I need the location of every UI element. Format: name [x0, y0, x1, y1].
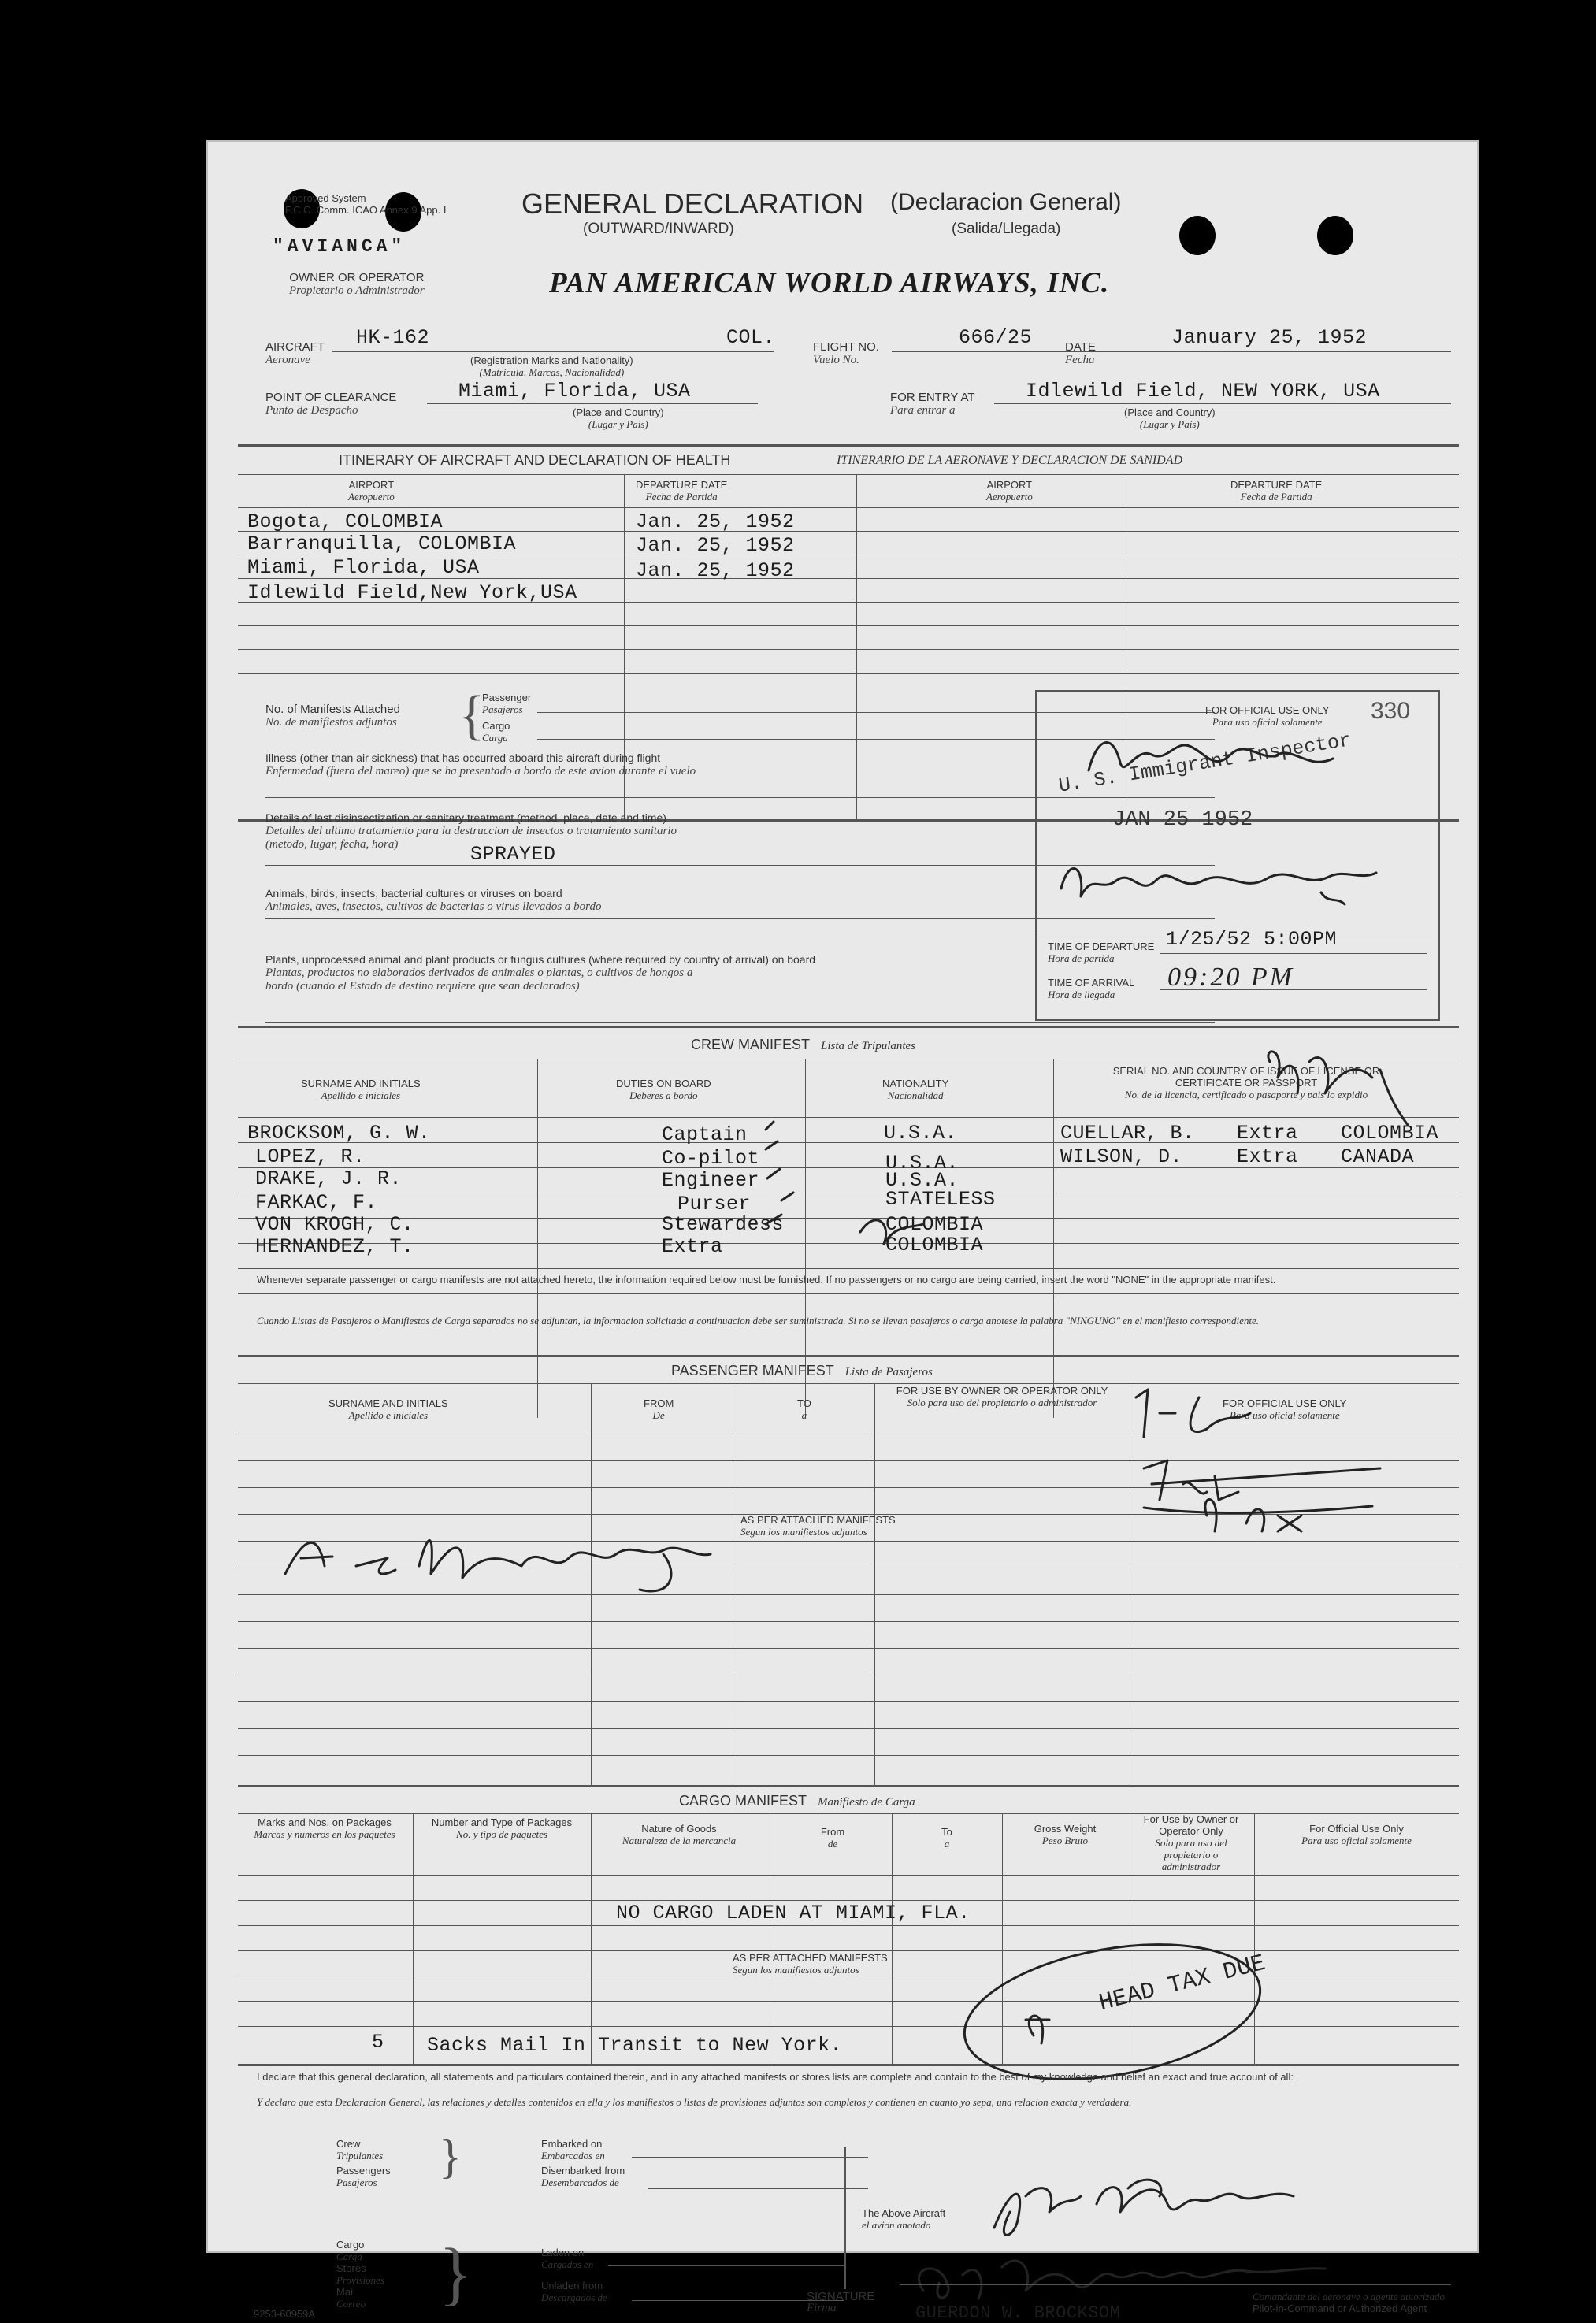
footer-unladen — [541, 2280, 607, 2303]
cargo-col-weight — [1010, 1823, 1120, 1846]
footer-mail — [336, 2286, 366, 2310]
immigration-stamp-date: JAN 25 1952 — [1112, 808, 1253, 832]
owner-label-es: Propietario o Administrador — [289, 284, 425, 297]
itinerary-airport: Barranquilla, COLOMBIA — [247, 533, 517, 555]
footer-mail-en: Mail — [336, 2286, 355, 2298]
footer-aircraft-es: el avion anotado — [862, 2219, 931, 2231]
flight-label-es: Vuelo No. — [813, 354, 859, 366]
crew-heading-en: CREW MANIFEST — [691, 1037, 810, 1052]
entry-point: Idlewild Field, NEW YORK, USA — [1026, 380, 1380, 403]
passenger-heading-en: PASSENGER MANIFEST — [671, 1363, 834, 1379]
manifests-label-es: No. de manifiestos adjuntos — [265, 716, 397, 729]
passenger-signature — [269, 1511, 758, 1605]
crew-col-name-en: SURNAME AND INITIALS — [301, 1078, 421, 1089]
footer-crew-es: Tripulantes — [336, 2150, 384, 2162]
crew-col-duties — [616, 1078, 711, 1101]
date-label-en: DATE — [1065, 340, 1096, 354]
crew-duty: Captain — [662, 1123, 748, 1146]
footer-cargo — [336, 2239, 364, 2262]
arrival-time: 09:20 PM — [1167, 963, 1294, 992]
footer-crew-en: Crew — [336, 2138, 361, 2150]
dep-label-es: Hora de partida — [1048, 952, 1115, 964]
crew-col-duties-en: DUTIES ON BOARD — [616, 1078, 711, 1089]
itinerary-airport: Miami, Florida, USA — [247, 556, 480, 579]
aircraft-label-es: Aeronave — [265, 354, 310, 366]
crew-name: HERNANDEZ, T. — [255, 1235, 414, 1258]
pic-en: Pilot-in-Command or Authorized Agent — [1253, 2303, 1427, 2314]
cargo-col-en: To — [941, 1826, 952, 1838]
cargo-col-en: Number and Type of Packages — [431, 1816, 573, 1828]
head-tax-stamp: HEAD TAX DUE — [1097, 1950, 1268, 2017]
signature-es: Firma — [807, 2302, 837, 2314]
footer-pass-es: Pasajeros — [336, 2176, 377, 2188]
footer-stores — [336, 2262, 384, 2286]
footer-stores-es: Provisiones — [336, 2274, 384, 2286]
animals-en: Animals, birds, insects, bacterial cultures or viruses on board — [265, 887, 562, 900]
declaration-text-es: Y declaro que esta Declaracion General, las relaciones y detalles contenidos en ella y los manifiestos o listas de provisiones adjuntos son completos y contienen en cuanto yo sepa, una relacion exacta y verdadera. — [257, 2096, 1132, 2108]
cargo-col-es: No. y tipo de paquetes — [456, 1828, 547, 1840]
footer-aircraft — [862, 2207, 945, 2231]
pic-es: Comandante del aeronave o agente autorizado — [1253, 2291, 1445, 2303]
cargo-col-en: For Use by Owner or Operator Only — [1143, 1813, 1239, 1837]
crew-col-nationality — [882, 1078, 948, 1101]
registration-note — [470, 354, 633, 378]
aircraft-label — [265, 340, 325, 367]
footer-pass-en: Passengers — [336, 2165, 391, 2176]
crew-nationality: U.S.A. — [885, 1169, 959, 1192]
flight-label — [813, 340, 879, 367]
cargo-col-en: Nature of Goods — [641, 1823, 717, 1835]
footer-emb-en: Embarked on — [541, 2138, 603, 2150]
pax-col-from-en: FROM — [644, 1397, 674, 1409]
itinerary-airport: Idlewild Field,New York,USA — [247, 581, 577, 604]
cargo-col-es: de — [827, 1838, 838, 1850]
cargo-heading-en: CARGO MANIFEST — [679, 1793, 807, 1809]
col-airport-2 — [986, 479, 1033, 503]
plants-en: Plants, unprocessed animal and plant products or fungus cultures (where required by country of arrival) on board — [265, 953, 816, 966]
pax-col-owner-es: Solo para uso del propietario o administrador — [907, 1397, 1097, 1408]
manifests-label-en: No. of Manifests Attached — [265, 703, 400, 716]
approval-line: Approved System — [285, 192, 366, 204]
pax-col-owner-en: FOR USE BY OWNER OR OPERATOR ONLY — [896, 1385, 1108, 1397]
col-departure-2 — [1230, 479, 1322, 503]
crew-heading — [691, 1037, 915, 1053]
entry-label-en: FOR ENTRY AT — [890, 391, 975, 404]
crew-heading-es: Lista de Tripulantes — [821, 1040, 916, 1052]
cargo-col-es: Naturaleza de la mercancia — [622, 1835, 737, 1846]
punch-hole — [1179, 216, 1216, 255]
form-title-es: (Declaracion General) — [890, 189, 1122, 215]
cargo-en: Cargo — [482, 720, 510, 732]
owner-label — [289, 271, 425, 298]
crew-note-es: Cuando Listas de Pasajeros o Manifiestos de Carga separados no se adjuntan, la informacion solicitada a continuacion debe ser suministrada. Si no se llevan pasajeros o carga anotese la palabra "NINGUNO" en el manifiesto correspondiente. — [257, 1315, 1259, 1327]
pic-label — [1253, 2291, 1445, 2314]
footer-cargo-en: Cargo — [336, 2239, 365, 2251]
approval-line: F.C.C. Comm. ICAO Annex 9 App. I — [285, 204, 447, 216]
pax-col-official-en: FOR OFFICIAL USE ONLY — [1223, 1397, 1347, 1409]
date-label — [1065, 340, 1096, 367]
crew-col-serial-en: SERIAL NO. AND COUNTRY OF ISSUE OF LICENSE OR CERTIFICATE OR PASSPORT — [1112, 1065, 1380, 1089]
no-cargo-note: NO CARGO LADEN AT MIAMI, FLA. — [616, 1902, 971, 1924]
col-departure-en: DEPARTURE DATE — [636, 479, 728, 491]
pax-attached-es: Segun los manifiestos adjuntos — [740, 1526, 867, 1538]
crew-col-name-es: Apellido e iniciales — [321, 1089, 401, 1101]
clearance-label — [265, 391, 396, 417]
col-airport-en: AIRPORT — [986, 479, 1033, 491]
owner-label-en: OWNER OR OPERATOR — [289, 271, 425, 284]
cargo-heading-es: Manifiesto de Carga — [818, 1796, 915, 1809]
operator-name: PAN AMERICAN WORLD AIRWAYS, INC. — [549, 267, 1110, 299]
footer-laden — [541, 2247, 593, 2270]
place-note-es: (Lugar y Pais) — [588, 418, 648, 430]
col-departure — [636, 479, 727, 503]
cargo-col-nature — [600, 1823, 758, 1846]
crew-name: WILSON, D. — [1060, 1145, 1183, 1168]
crew-col-nat-es: Nacionalidad — [887, 1089, 944, 1101]
crew-name: VON KROGH, C. — [255, 1213, 414, 1236]
illness-label — [265, 751, 696, 778]
clearance-point: Miami, Florida, USA — [458, 380, 691, 403]
signer-name: GUERDON W. BROCKSOM — [915, 2303, 1121, 2323]
pax-col-name-es: Apellido e iniciales — [348, 1409, 429, 1421]
footer-laden-en: Laden on — [541, 2247, 585, 2258]
pax-attached — [740, 1514, 896, 1538]
footer-crew — [336, 2138, 383, 2162]
disinsect-es2: (metodo, lugar, fecha, hora) — [265, 838, 399, 851]
crew-annotation-scribble — [1254, 1046, 1427, 1141]
pax-col-name-en: SURNAME AND INITIALS — [328, 1397, 448, 1409]
cargo-col-en: Gross Weight — [1034, 1823, 1097, 1835]
dep-label-en: TIME OF DEPARTURE — [1048, 941, 1155, 952]
crew-name: FARKAC, F. — [255, 1191, 378, 1214]
entry-label-es: Para entrar a — [890, 404, 956, 417]
mail-count: 5 — [372, 2031, 384, 2054]
col-airport-es: Aeropuerto — [986, 491, 1033, 503]
crew-duty: Co-pilot — [662, 1147, 760, 1170]
brace: { — [458, 685, 485, 746]
cargo-es: Carga — [482, 732, 508, 744]
footer-cargo-es: Carga — [336, 2251, 362, 2262]
animals-es: Animales, aves, insectos, cultivos de bacterias o virus llevados a bordo — [265, 900, 602, 913]
col-departure-es: Fecha de Partida — [1240, 491, 1312, 503]
flight-number: 666/25 — [959, 326, 1033, 349]
inspector-initials — [1053, 849, 1384, 912]
arr-label-en: TIME OF ARRIVAL — [1048, 977, 1135, 989]
passenger-en: Passenger — [482, 692, 532, 703]
cargo-col-es: Peso Bruto — [1041, 1835, 1089, 1846]
passenger-label — [482, 692, 531, 715]
cargo-col-official — [1262, 1823, 1451, 1846]
animals-label — [265, 887, 601, 914]
col-airport-es: Aeropuerto — [348, 491, 395, 503]
brace: } — [439, 2131, 462, 2183]
official-label-en: FOR OFFICIAL USE ONLY — [1205, 704, 1330, 716]
cargo-label — [482, 720, 510, 744]
signature-label — [807, 2291, 874, 2314]
crew-name: CUELLAR, B. — [1060, 1122, 1195, 1145]
plants-es2: bordo (cuando el Estado de destino requiere que sean declarados) — [265, 980, 580, 993]
aircraft-label-en: AIRCRAFT — [265, 340, 325, 354]
entry-label — [890, 391, 975, 417]
cargo-attached — [733, 1952, 888, 1976]
passenger-heading — [671, 1363, 933, 1379]
crew-checkmarks — [758, 1114, 931, 1256]
disinsect-es: Detalles del ultimo tratamiento para la destruccion de insectos o tratamiento sanitario — [265, 825, 677, 837]
pax-col-to-es: a — [801, 1409, 807, 1421]
form-title: GENERAL DECLARATION — [521, 187, 864, 220]
approval-note — [285, 192, 446, 216]
cargo-heading — [679, 1793, 915, 1809]
clearance-label-en: POINT OF CLEARANCE — [265, 391, 397, 404]
crew-duty: Extra — [1237, 1122, 1298, 1145]
pax-col-official-es: Para uso oficial solamente — [1229, 1409, 1340, 1421]
cargo-col-es: Marcas y numeros en los paquetes — [254, 1828, 395, 1840]
crew-duty: Extra — [1237, 1145, 1298, 1168]
declaration-text: I declare that this general declaration, all statements and particulars contained therein, and in any attached manifests or stores lists are complete and contain to the best of my knowledge and belief an exact and true account of all: — [257, 2071, 1294, 2083]
footer-aircraft-en: The Above Aircraft — [862, 2207, 946, 2219]
official-label-es: Para uso oficial solamente — [1212, 716, 1323, 728]
date-label-es: Fecha — [1065, 354, 1095, 366]
footer-dis-es: Desembarcados de — [541, 2176, 619, 2188]
crew-col-nat-en: NATIONALITY — [882, 1078, 949, 1089]
col-departure-en: DEPARTURE DATE — [1230, 479, 1323, 491]
cargo-col-es: Para uso oficial solamente — [1301, 1835, 1412, 1846]
crew-nationality: COLOMBIA — [1341, 1122, 1439, 1145]
pax-official-scribble — [1112, 1382, 1396, 1539]
crew-duty: Extra — [662, 1235, 723, 1258]
place-note-es: (Lugar y Pais) — [1139, 418, 1200, 430]
registration-note-en: (Registration Marks and Nationality) — [470, 354, 633, 366]
cargo-col-to — [900, 1826, 994, 1850]
brace: } — [439, 2235, 473, 2313]
arr-label-es: Hora de llegada — [1048, 989, 1115, 1000]
signature-en: SIGNATURE — [807, 2290, 875, 2303]
itinerary-heading-es: ITINERARIO DE LA AERONAVE Y DECLARACION DE SANIDAD — [837, 454, 1183, 467]
itinerary-date: Jan. 25, 1952 — [636, 534, 795, 557]
entry-place-note — [1124, 406, 1216, 430]
cargo-col-es: a — [944, 1838, 950, 1850]
departure-time: 1/25/52 5:00PM — [1166, 928, 1338, 951]
cargo-attached-es: Segun los manifiestos adjuntos — [733, 1964, 859, 1976]
flight-date: January 25, 1952 — [1171, 326, 1368, 349]
manifests-label — [265, 703, 400, 729]
declaration-sheet — [206, 140, 1479, 2323]
flight-label-en: FLIGHT NO. — [813, 340, 879, 354]
footer-mail-es: Correo — [336, 2298, 366, 2310]
crew-nationality: COLOMBIA — [885, 1213, 984, 1236]
pax-attached-en: AS PER ATTACHED MANIFESTS — [740, 1514, 896, 1526]
aircraft-nationality: COL. — [726, 326, 776, 349]
registration-note-es: (Matricula, Marcas, Nacionalidad) — [479, 366, 625, 378]
crew-note: Whenever separate passenger or cargo manifests are not attached hereto, the information required below must be furnished. If no passengers or no cargo are being carried, insert the word "NONE" in the appropriate manifest. — [257, 1274, 1276, 1286]
col-airport-en: AIRPORT — [348, 479, 395, 491]
plants-es: Plantas, productos no elaborados derivados de animales o plantas, o cultivos de hongos a — [265, 967, 693, 979]
clearance-label-es: Punto de Despacho — [265, 404, 358, 417]
itinerary-date: Jan. 25, 1952 — [636, 510, 795, 533]
crew-name: BROCKSOM, G. W. — [247, 1122, 431, 1145]
crew-nationality: COLOMBIA — [885, 1234, 984, 1256]
itinerary-airport: Bogota, COLOMBIA — [247, 510, 444, 533]
passenger-es: Pasajeros — [482, 703, 523, 715]
pax-col-to-en: TO — [797, 1397, 811, 1409]
cargo-col-en: From — [820, 1826, 845, 1838]
passenger-heading-es: Lista de Pasajeros — [844, 1366, 933, 1379]
aircraft-registration: HK-162 — [356, 326, 430, 349]
crew-nationality: U.S.A. — [884, 1122, 958, 1145]
crew-nationality: CANADA — [1341, 1145, 1415, 1168]
pax-col-to — [797, 1397, 811, 1421]
crew-name: LOPEZ, R. — [255, 1145, 366, 1168]
cargo-attached-en: AS PER ATTACHED MANIFESTS — [733, 1952, 888, 1964]
cargo-col-en: For Official Use Only — [1309, 1823, 1404, 1835]
crew-nationality: U.S.A. — [885, 1152, 959, 1174]
official-number: 330 — [1371, 698, 1411, 724]
cargo-col-from — [781, 1826, 884, 1850]
arrival-time-label — [1048, 977, 1134, 1000]
footer-unladen-en: Unladen from — [541, 2280, 603, 2291]
crew-duty: Purser — [677, 1193, 752, 1215]
pax-col-name — [328, 1397, 448, 1421]
immigration-stamp-title: U. S. Immigrant Inspector — [1057, 729, 1353, 798]
inspector-signature — [1081, 723, 1380, 786]
crew-col-duties-es: Deberes a bordo — [629, 1089, 698, 1101]
crew-col-name — [301, 1078, 421, 1101]
footer-embarked — [541, 2138, 605, 2162]
itinerary-heading: ITINERARY OF AIRCRAFT AND DECLARATION OF HEALTH — [339, 452, 731, 468]
crew-duty: Engineer — [662, 1169, 760, 1192]
footer-unladen-es: Descargados de — [541, 2291, 607, 2303]
disinsect-en: Details of last disinsectization or sanitary treatment (method, place, date and time) — [265, 811, 666, 824]
cargo-col-owner — [1136, 1813, 1246, 1872]
disinsect-value: SPRAYED — [470, 843, 556, 866]
owner-name: "AVIANCA" — [273, 236, 406, 257]
punch-hole — [1317, 216, 1353, 255]
crew-col-serial-es: No. de la licencia, certificado o pasaporte y pais lo expidio — [1124, 1089, 1368, 1100]
mail-description: Sacks Mail In Transit to New York. — [427, 2034, 843, 2057]
place-note-en: (Place and Country) — [573, 406, 664, 418]
crew-duty: Stewardess — [662, 1213, 785, 1236]
footer-disembarked — [541, 2165, 625, 2188]
footer-dis-en: Disembarked from — [541, 2165, 625, 2176]
cargo-col-marks — [246, 1816, 403, 1840]
form-number: 9253-60959A — [254, 2308, 316, 2320]
footer-passengers — [336, 2165, 391, 2188]
place-note-en: (Place and Country) — [1124, 406, 1216, 418]
form-subtitle: (OUTWARD/INWARD) — [583, 221, 734, 237]
crew-name: DRAKE, J. R. — [255, 1167, 403, 1190]
cargo-col-es: Solo para uso del propietario o administrador — [1155, 1837, 1227, 1872]
cargo-col-en: Marks and Nos. on Packages — [258, 1816, 392, 1828]
itinerary-date: Jan. 25, 1952 — [636, 559, 795, 582]
footer-emb-es: Embarcados en — [541, 2150, 605, 2162]
form-subtitle-es: (Salida/Llegada) — [952, 221, 1061, 237]
illness-en: Illness (other than air sickness) that has occurred aboard this aircraft during flight — [265, 751, 661, 764]
pax-col-from-es: De — [652, 1409, 665, 1421]
col-departure-es: Fecha de Partida — [645, 491, 718, 503]
pax-col-owner — [884, 1385, 1120, 1408]
footer-laden-es: Cargados en — [541, 2258, 594, 2270]
clearance-place-note — [573, 406, 664, 430]
illness-es: Enfermedad (fuera del mareo) que se ha presentado a bordo de este avion durante el vuelo — [265, 765, 696, 777]
crew-nationality: STATELESS — [885, 1188, 996, 1211]
departure-time-label — [1048, 941, 1154, 964]
col-airport — [348, 479, 395, 503]
pax-col-from — [644, 1397, 674, 1421]
footer-stores-en: Stores — [336, 2262, 366, 2274]
cargo-col-number — [423, 1816, 581, 1840]
plants-label — [265, 953, 815, 993]
